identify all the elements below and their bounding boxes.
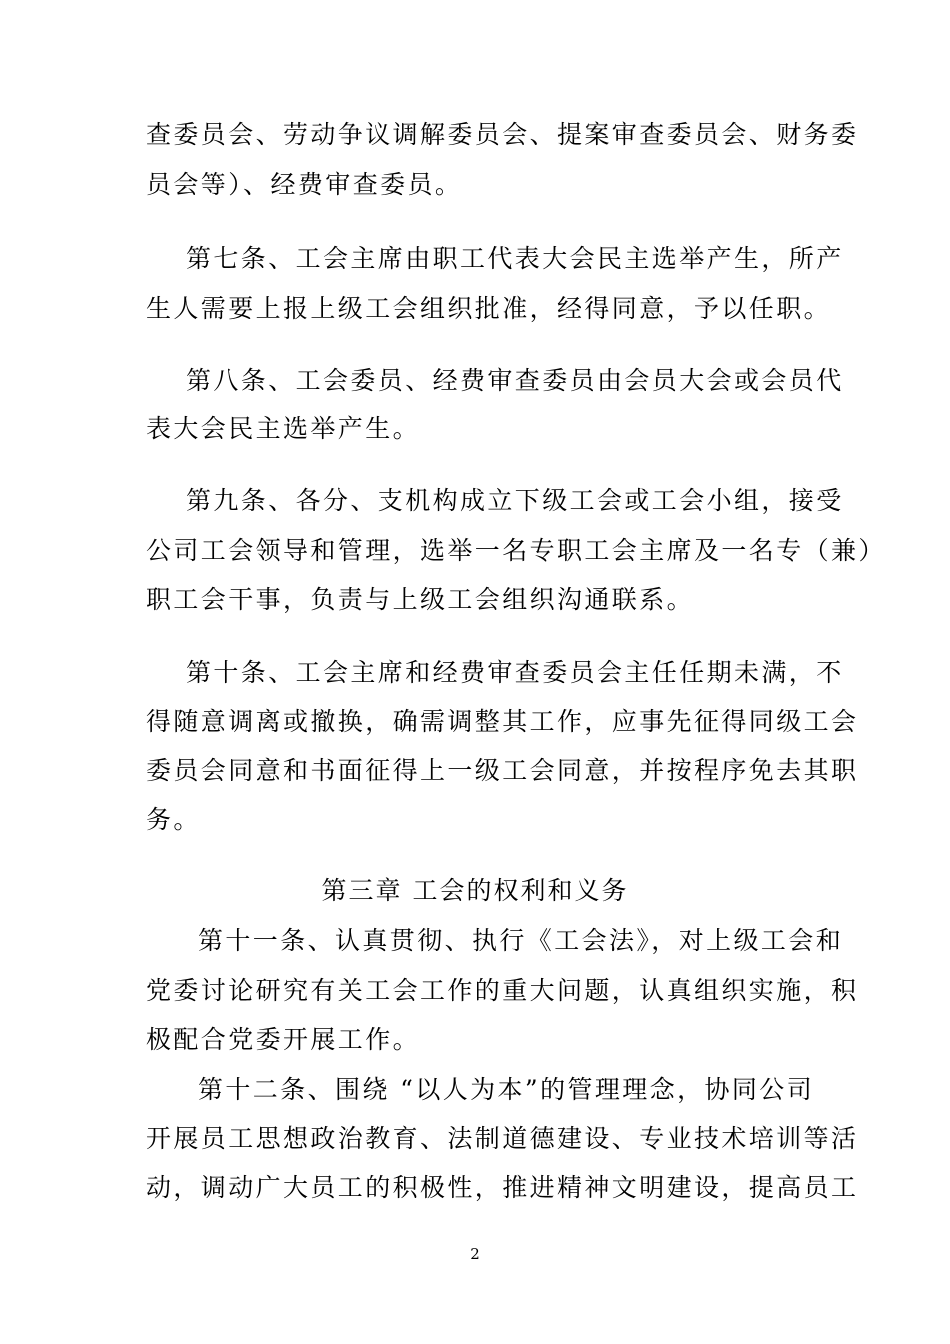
text-line: 职工会干事，负责与上级工会组织沟通联系。 xyxy=(146,585,695,614)
article-11-line: 第十一条、认真贯彻、执行《工会法》，对上级工会和 xyxy=(198,926,844,955)
text-line: 开展员工思想政治教育、法制道德建设、专业技术培训等活 xyxy=(146,1124,859,1153)
text-line: 员会等）、经费审查委员。 xyxy=(146,170,463,199)
chapter-heading: 第三章 工会的权利和义务 xyxy=(321,876,629,905)
article-7-line: 第七条、工会主席由职工代表大会民主选举产生，所产 xyxy=(186,244,844,273)
text-line: 委员会同意和书面征得上一级工会同意，并按程序免去其职 xyxy=(146,756,859,785)
page-number: 2 xyxy=(470,1245,480,1263)
text-line: 表大会民主选举产生。 xyxy=(146,414,421,443)
article-8-line: 第八条、工会委员、经费审查委员由会员大会或会员代 xyxy=(186,366,844,395)
text-line: 公司工会领导和管理，选举一名专职工会主席及一名专（兼） xyxy=(146,536,886,565)
text-line: 动，调动广大员工的积极性，推进精神文明建设，提高员工 xyxy=(146,1173,859,1202)
text-line: 得随意调离或撤换，确需调整其工作，应事先征得同级工会 xyxy=(146,707,859,736)
text-line: 生人需要上报上级工会组织批准，经得同意，予以任职。 xyxy=(146,294,832,323)
text-line: 务。 xyxy=(146,805,201,834)
text-line: 极配合党委开展工作。 xyxy=(146,1025,421,1054)
article-12-line: 第十二条、围绕 “以人为本”的管理理念，协同公司 xyxy=(198,1075,815,1104)
article-9-line: 第九条、各分、支机构成立下级工会或工会小组，接受 xyxy=(186,486,844,515)
text-line: 党委讨论研究有关工会工作的重大问题，认真组织实施，积 xyxy=(146,976,859,1005)
article-10-line: 第十条、工会主席和经费审查委员会主任任期未满，不 xyxy=(186,658,844,687)
text-line: 查委员会、劳动争议调解委员会、提案审查委员会、财务委 xyxy=(146,120,859,149)
